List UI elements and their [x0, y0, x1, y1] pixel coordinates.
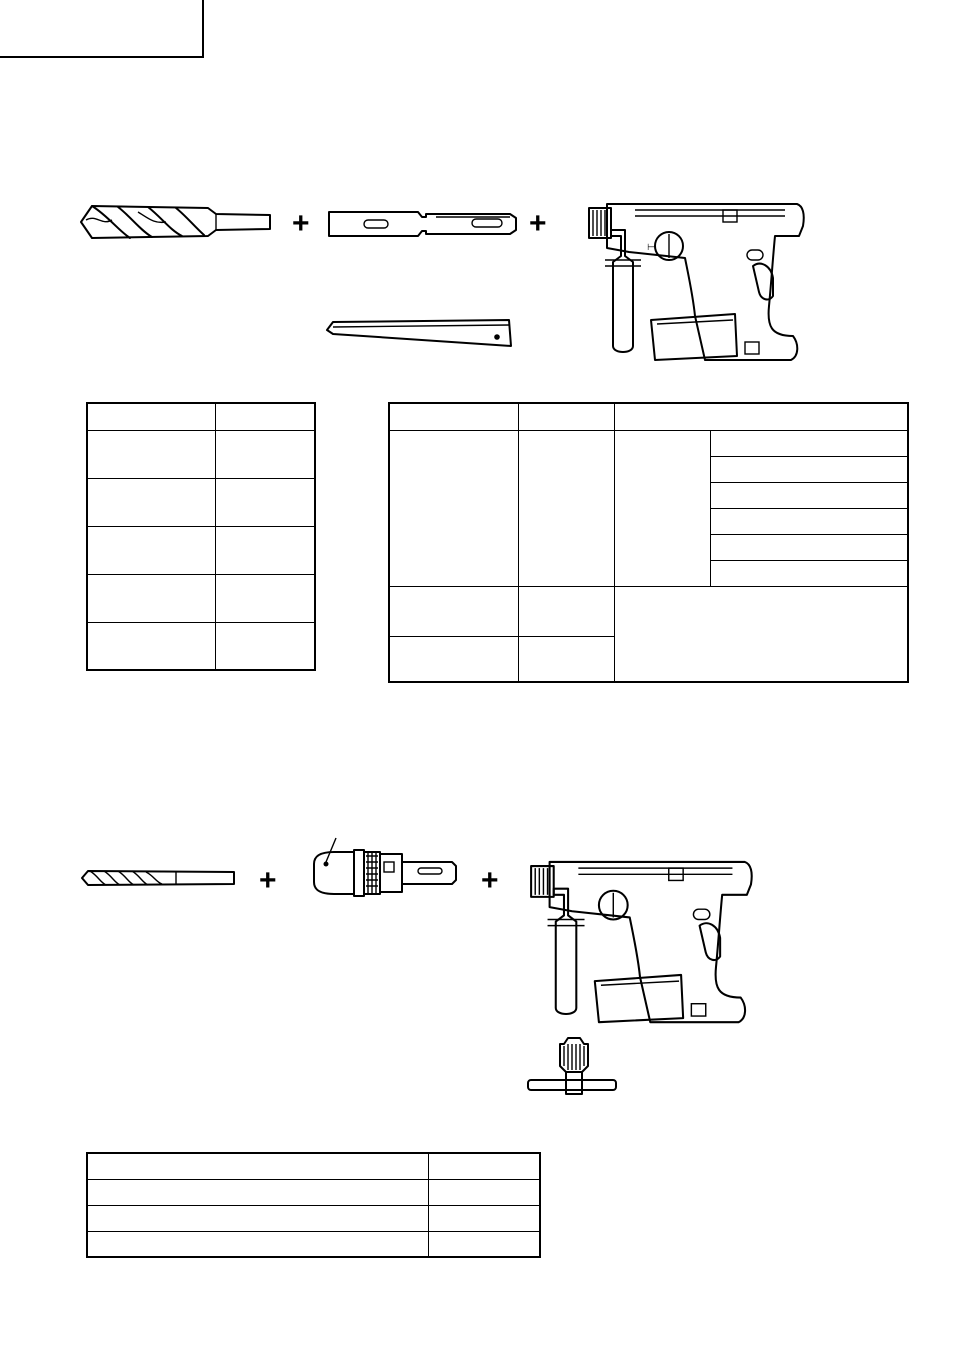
plus-sign: +	[292, 207, 310, 240]
taper-shank-adapter-icon	[326, 208, 518, 240]
svg-text:⊢: ⊢	[647, 243, 655, 253]
plus-sign: +	[259, 864, 277, 897]
tapered-shank-drill-bit-icon	[78, 202, 274, 242]
table-2	[388, 402, 909, 683]
straight-shank-drill-bit-icon	[80, 868, 238, 888]
cordless-rotary-hammer-icon	[585, 196, 805, 362]
table-3	[86, 1152, 541, 1258]
page-tab-box	[0, 0, 204, 58]
table-1	[86, 402, 316, 671]
plus-sign: +	[481, 864, 499, 897]
drill-chuck-with-adapter-icon	[310, 834, 460, 904]
chuck-key-icon	[524, 1030, 620, 1098]
plus-sign: +	[529, 207, 547, 240]
cotter-wedge-icon	[325, 318, 515, 350]
cordless-rotary-hammer-icon	[527, 852, 753, 1026]
